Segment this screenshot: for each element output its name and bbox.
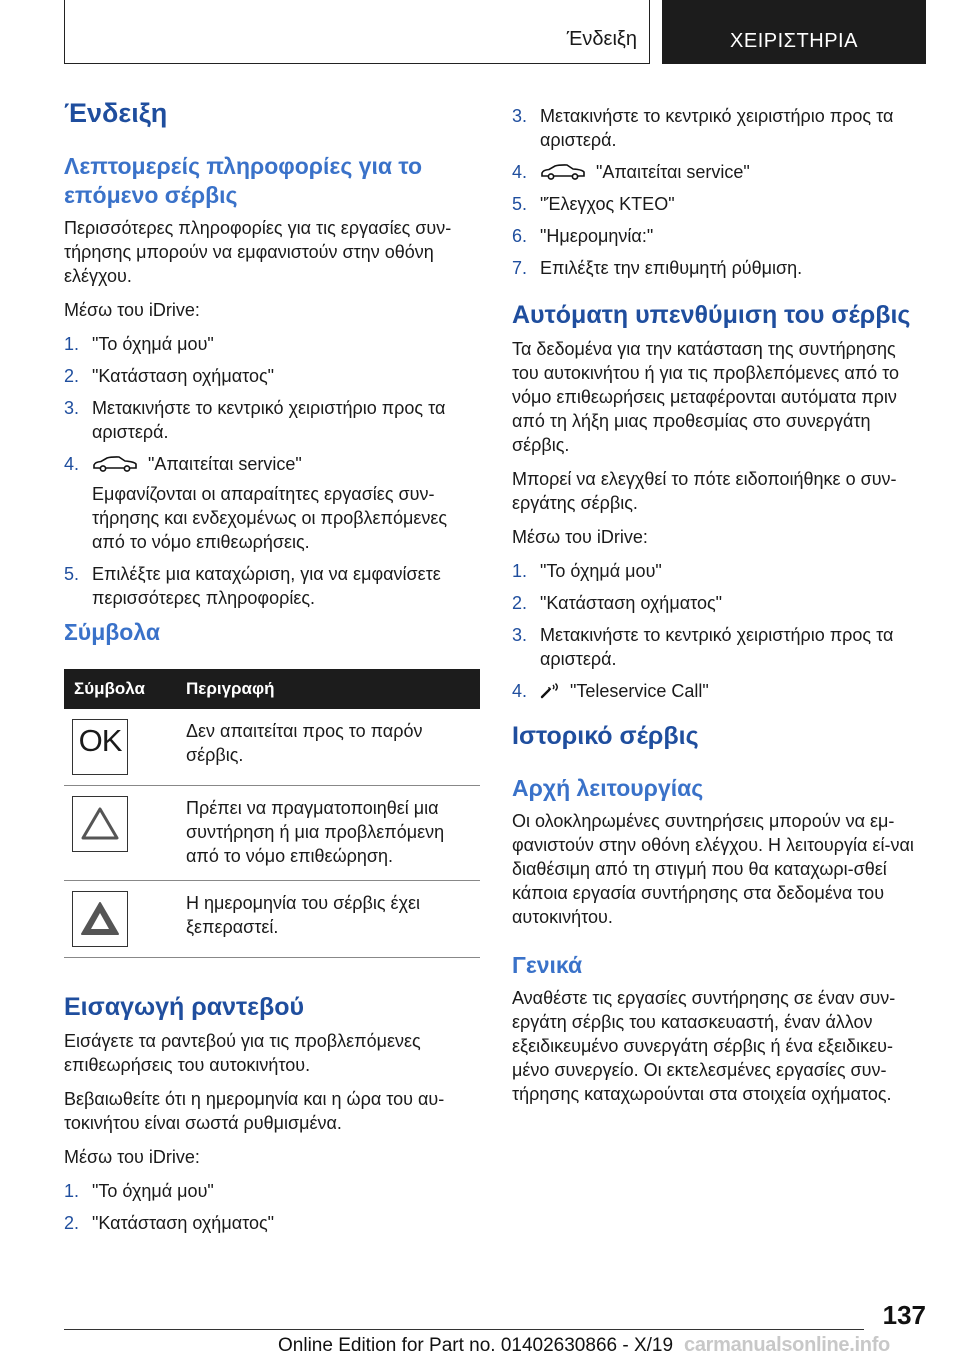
- footer-edition: Online Edition for Part no. 01402630866 - X/19: [278, 1335, 674, 1356]
- list-item: 7. Επιλέξτε την επιθυμητή ρύθμιση.: [512, 258, 803, 278]
- paragraph-appointments-2: Βεβαιωθείτε ότι η ημερομηνία και η ώρα του αυ-τοκινήτου είναι σωστά ρυθμισμένα.: [64, 1089, 445, 1133]
- list-item: 5. Επιλέξτε μια καταχώριση, για να εμφανίσετε περισσότερες πληροφορίες.: [64, 564, 441, 608]
- list-item: 6. "Ημερομηνία:": [512, 226, 654, 246]
- table-row: Πρέπει να πραγματοποιηθεί μια συντήρηση ή μια προβλεπόμενη από το νόμο επιθεώρηση.: [64, 786, 480, 881]
- steps-list-2-continued: [512, 104, 926, 280]
- right-column: [512, 104, 926, 1116]
- list-item: 2. "Κατάσταση οχήματος": [64, 1213, 275, 1233]
- list-item: 3. Μετακινήστε το κεντρικό χειριστήριο προς τα αριστερά.: [64, 398, 446, 442]
- column-header-symbols: Σύμβολα: [64, 669, 186, 709]
- car-service-icon: [92, 456, 138, 472]
- paragraph-auto-reminder-2: Μπορεί να ελεγχθεί το πότε ειδοποιήθηκε ο συν-εργάτης σέρβις.: [512, 469, 897, 513]
- list-item: 3. Μετακινήστε το κεντρικό χειριστήριο προς τα αριστερά.: [512, 106, 894, 150]
- page-header: [64, 0, 926, 64]
- heading-general: Γενικά: [512, 952, 583, 978]
- table-header-row: [64, 669, 480, 709]
- header-section-box: [64, 0, 650, 64]
- left-column: [64, 96, 480, 1243]
- list-item: 1. "Το όχημά μου": [64, 1181, 214, 1201]
- idrive-intro: Μέσω του iDrive:: [512, 527, 648, 547]
- heading-auto-reminder: Αυτόματη υπενθύμιση του σέρβις: [512, 301, 911, 329]
- warning-triangle-icon: [72, 796, 128, 852]
- list-item: 4. "Απαιτείται service": [512, 162, 750, 182]
- list-item: 2. "Κατάσταση οχήματος": [64, 366, 275, 386]
- heading-symbols: Σύμβολα: [64, 619, 160, 645]
- list-item: 4. "Teleservice Call": [512, 681, 709, 701]
- steps-list-1: [64, 332, 480, 610]
- car-service-icon: [540, 164, 586, 180]
- paragraph-service-details: Περισσότερες πληροφορίες για τις εργασίες συν-τήρησης μπορούν να εμφανιστούν στην οθόνη ελέγχου.: [64, 218, 452, 286]
- paragraph-auto-reminder-1: Τα δεδομένα για την κατάσταση της συντήρησης του αυτοκινήτου ή για τις προβλεπόμενες από το νόμο επιθεωρήσεις μεταφέρονται αυτόματα πριν από τη λήξη μιας προθεσμίας στο συνεργάτη σέρβις.: [512, 339, 900, 455]
- list-item: 3. Μετακινήστε το κεντρικό χειριστήριο προς τα αριστερά.: [512, 625, 894, 669]
- paragraph-appointments-1: Εισάγετε τα ραντεβού για τις προβλεπόμενες επιθεωρήσεις του αυτοκινήτου.: [64, 1031, 421, 1075]
- page-title: Ένδειξη: [64, 98, 168, 128]
- paragraph-general: Αναθέστε τις εργασίες συντήρησης σε έναν συν-εργάτη σέρβις του κατασκευαστή, έναν άλλον εξειδικευμένο συνεργάτη σέρβις ή ένα εξειδικευ-μένο συνεργείο. Οι εκτελεσμένες εργασίες συν-τήρησης καταχωρούνται στα στοιχεία οχήματος.: [512, 988, 896, 1104]
- heading-principle: Αρχή λειτουργίας: [512, 775, 704, 801]
- list-item: 2. "Κατάσταση οχήματος": [512, 593, 723, 613]
- steps-list-2: [64, 1179, 480, 1235]
- list-item: 5. "Έλεγχος ΚΤΕΟ": [512, 194, 675, 214]
- footer-watermark: carmanualsonline.info: [684, 1334, 890, 1356]
- overdue-triangle-icon: [72, 891, 128, 947]
- table-row: Η ημερομηνία του σέρβις έχει ξεπεραστεί.: [64, 881, 480, 958]
- footer-divider: [64, 1329, 864, 1330]
- column-header-description: Περιγραφή: [186, 669, 480, 709]
- header-section-title: Ένδειξη: [566, 28, 637, 50]
- heading-service-details: Λεπτομερείς πληροφορίες για το επόμενο σέρβις: [64, 153, 423, 208]
- heading-service-history: Ιστορικό σέρβις: [512, 722, 699, 750]
- heading-enter-appointments: Εισαγωγή ραντεβού: [64, 993, 305, 1021]
- header-chapter-title: ΧΕΙΡΙΣΤΗΡΙΑ: [730, 30, 858, 52]
- list-item: 4. "Απαιτείται service" Εμφανίζονται οι απαραίτητες εργασίες συν-τήρησης και ενδεχομένως οι προβλεπόμενες από το νόμο επιθεωρήσεις.: [64, 454, 448, 552]
- symbols-table: [64, 669, 480, 958]
- paragraph-principle: Οι ολοκληρωμένες συντηρήσεις μπορούν να εμ-φανιστούν στην οθόνη ελέγχου. Η λειτουργία εί-ναι διαθέσιμη από τη στιγμή που θα καταχωρι-σθεί κάποια εργασία συντήρησης στα δεδομένα του αυτοκινήτου.: [512, 811, 914, 927]
- idrive-intro: Μέσω του iDrive:: [64, 1147, 200, 1167]
- page-number: 137: [882, 1300, 926, 1330]
- list-item: 1. "Το όχημά μου": [512, 561, 662, 581]
- header-chapter-box: [662, 0, 926, 64]
- teleservice-wrench-icon: [540, 683, 560, 699]
- steps-list-3: [512, 559, 926, 703]
- idrive-intro: Μέσω του iDrive:: [64, 300, 200, 320]
- ok-symbol-icon: OK: [72, 719, 128, 775]
- table-row: OK Δεν απαιτείται προς το παρόν σέρβις.: [64, 709, 480, 786]
- list-item: 1. "Το όχημά μου": [64, 334, 214, 354]
